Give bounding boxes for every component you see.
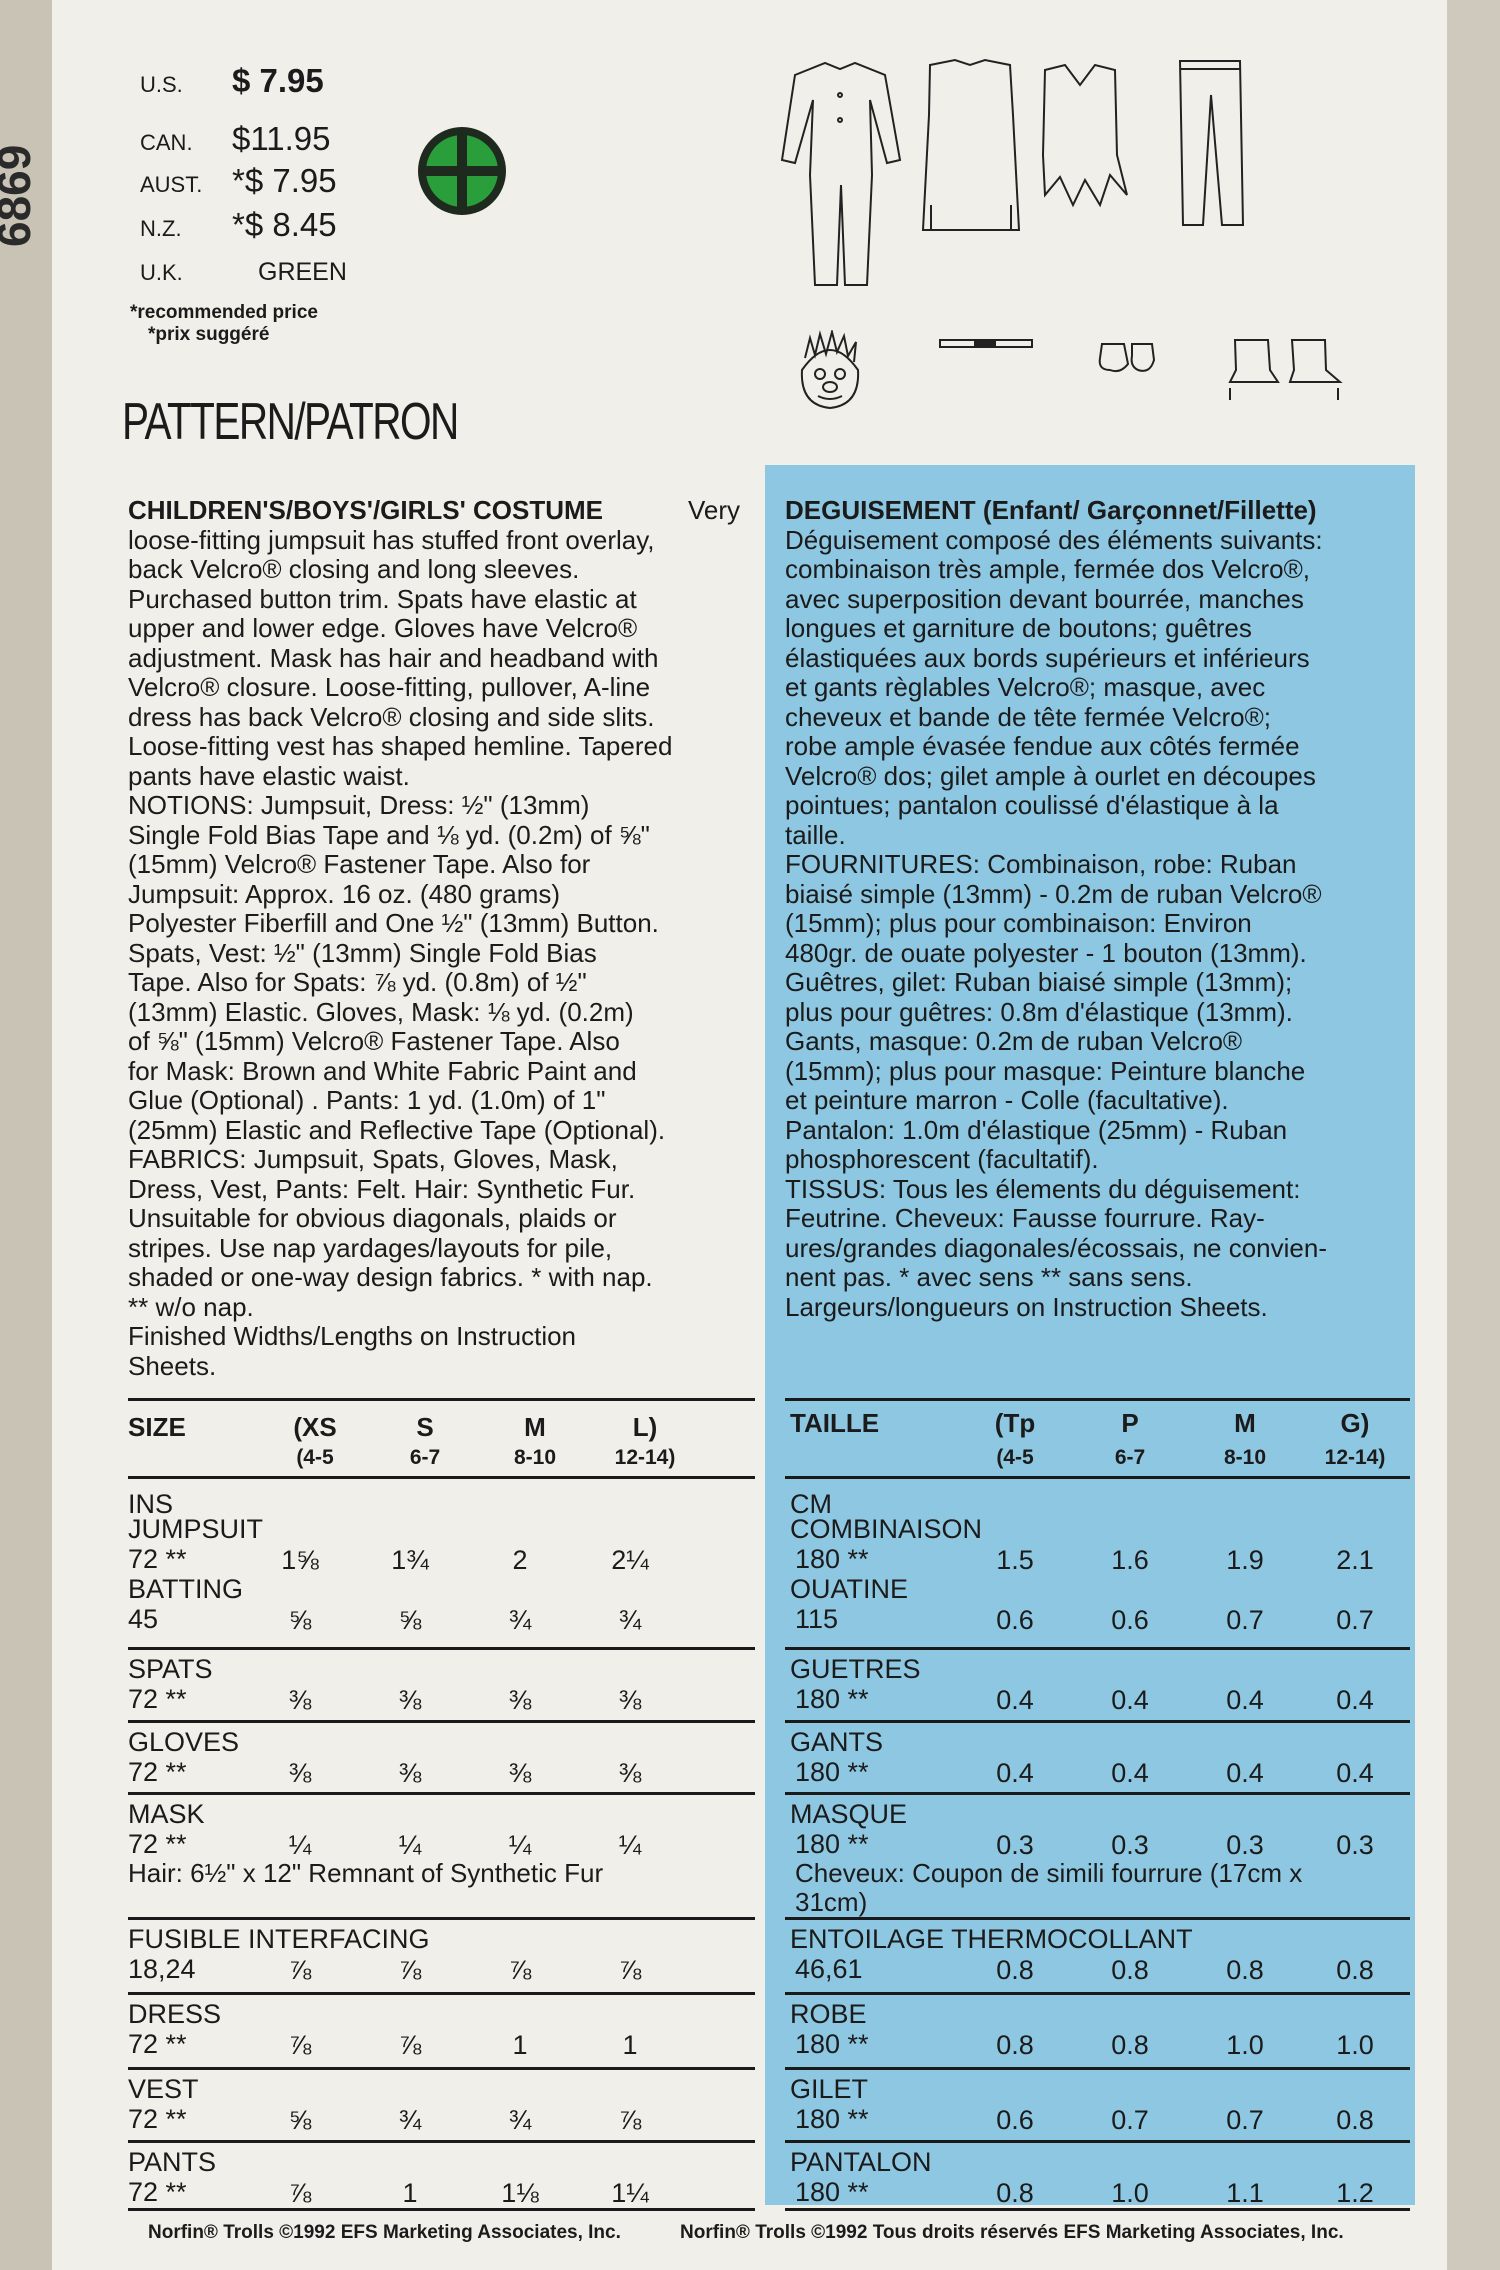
table-cell: ⅜ (618, 1685, 642, 1715)
size-column-header: S (416, 1412, 434, 1442)
table-cell: ⅞ (288, 2178, 312, 2208)
table-cell: ⅞ (618, 2105, 642, 2135)
table-cell: 0.8 (996, 2178, 1034, 2208)
table-cell: 0.4 (1336, 1685, 1374, 1715)
table-row-rule (785, 1992, 1410, 1995)
age-column-header: (4-5 (996, 1446, 1034, 1469)
english-text-line: NOTIONS: Jumpsuit, Dress: ½" (13mm) (128, 790, 590, 820)
green-circle-icon (418, 127, 506, 215)
taille-column-header: (Tp (994, 1408, 1036, 1438)
table-row-label: COMBINAISON (790, 1514, 983, 1544)
table-row-width: 72 ** (128, 2029, 187, 2059)
french-text-line: TISSUS: Tous les élements du déguisement: (785, 1173, 1301, 1204)
table-row-width: 180 ** (795, 2104, 869, 2134)
table-row-label: DRESS (128, 1999, 222, 2029)
price-us: U.S. $ 7.95 (140, 62, 324, 99)
footer-copyright-en: Norfin® Trolls ©1992 EFS Marketing Associates, Inc. (148, 2222, 621, 2243)
english-text-line: (13mm) Elastic. Gloves, Mask: ⅛ yd. (0.2m) (128, 996, 634, 1027)
french-text-line: Velcro® dos; gilet ample à ourlet en découpes (785, 760, 1316, 791)
table-cell: 1.1 (1226, 2178, 1264, 2208)
french-text-line: robe ample évasée fendue aux côtés fermée (785, 731, 1300, 761)
table-row-rule (128, 1917, 755, 1920)
table-row-label: GILET (790, 2074, 869, 2104)
table-cell: ¾ (508, 2105, 532, 2135)
table-cell: 0.7 (1336, 1605, 1374, 1635)
suggested-price-note: *prix suggéré (148, 324, 270, 345)
english-text-line: Spats, Vest: ½" (13mm) Single Fold Bias (128, 937, 597, 968)
garment-line-drawings (755, 55, 1355, 295)
french-text-line: Guêtres, gilet: Ruban biaisé simple (13mm); (785, 967, 1293, 997)
english-description (128, 496, 740, 1381)
table-row-width: 115 (795, 1604, 839, 1634)
table-header-rule (785, 1476, 1410, 1479)
english-text-line: ** w/o nap. (128, 1291, 254, 1322)
table-cell: ⅞ (398, 2030, 422, 2060)
table-cell: ⅜ (508, 1685, 532, 1715)
table-cell: 0.7 (1226, 1605, 1264, 1635)
size-column-header: M (524, 1412, 546, 1442)
table-cell: 2¼ (611, 1545, 649, 1575)
table-cell: 0.4 (1226, 1685, 1264, 1715)
unit-label-ins: INS (128, 1489, 174, 1519)
table-cell: 1.0 (1111, 2178, 1149, 2208)
table-row-width: 72 ** (128, 1829, 187, 1859)
french-text-line: Pantalon: 1.0m d'élastique (25mm) - Ruban (785, 1114, 1288, 1145)
table-row-label: BATTING (128, 1574, 244, 1604)
french-text-line: plus pour guêtres: 0.8m d'élastique (13mm). (785, 996, 1293, 1027)
table-cell: 0.8 (1111, 1955, 1149, 1985)
french-text-line: (15mm); plus pour masque: Peinture blanche (785, 1055, 1306, 1086)
table-cell: 0.4 (996, 1685, 1034, 1715)
table-row-label: ROBE (790, 1999, 867, 2029)
price-aust: AUST. *$ 7.95 (140, 162, 337, 199)
table-cell: ¼ (508, 1830, 532, 1860)
hair-note-fr-2: 31cm) (795, 1887, 868, 1917)
english-text-line: Tape. Also for Spats: ⅞ yd. (0.8m) of ½" (128, 967, 587, 997)
french-text-line: ures/grandes diagonales/écossais, ne convien- (785, 1232, 1328, 1263)
price-can: CAN. $11.95 (140, 120, 331, 157)
table-cell: 0.8 (996, 2030, 1034, 2060)
table-cell: 0.8 (1111, 2030, 1149, 2060)
table-row-label: GANTS (790, 1727, 884, 1757)
table-row-label: FUSIBLE INTERFACING (128, 1924, 430, 1954)
table-cell: 1¾ (391, 1545, 429, 1575)
age-column-header: (4-5 (296, 1446, 334, 1469)
table-cell: 0.8 (1336, 2105, 1374, 2135)
table-row-label: PANTS (128, 2147, 217, 2177)
french-text-line: 480gr. de ouate polyester - 1 bouton (13mm). (785, 937, 1307, 968)
size-label: SIZE (128, 1412, 186, 1442)
english-text-line: back Velcro® closing and long sleeves. (128, 554, 580, 584)
table-row-width: 180 ** (795, 1544, 869, 1574)
english-text-line: pants have elastic waist. (128, 760, 410, 791)
table-cell: ¼ (288, 1830, 312, 1860)
table-row-width: 46,61 (795, 1954, 863, 1984)
table-cell: ⅜ (618, 1758, 642, 1788)
english-text-line: Very (687, 495, 740, 525)
recommended-price-note: *recommended price (130, 302, 318, 323)
table-cell: ⅞ (288, 1955, 312, 1985)
envelope-spine (0, 0, 52, 2270)
table-row-label: GLOVES (128, 1727, 240, 1757)
english-text-line: of ⅝" (15mm) Velcro® Fastener Tape. Also (128, 1026, 620, 1056)
table-cell: 0.7 (1226, 2105, 1264, 2135)
table-cell: ¾ (508, 1605, 532, 1635)
table-cell: 1⅝ (281, 1545, 319, 1575)
english-heading: CHILDREN'S/BOYS'/GIRLS' COSTUME (128, 495, 604, 525)
table-bottom-rule (128, 2208, 755, 2211)
french-text-line: nent pas. * avec sens ** sans sens. (785, 1262, 1193, 1292)
table-row-width: 180 ** (795, 1684, 869, 1714)
table-row-label: JUMPSUIT (128, 1514, 263, 1544)
french-text-line: phosphorescent (facultatif). (785, 1144, 1099, 1174)
hair-note-en: Hair: 6½" x 12" Remnant of Synthetic Fur (128, 1858, 604, 1888)
french-text-line: longues et garniture de boutons; guêtres (785, 613, 1252, 643)
table-row-width: 72 ** (128, 1757, 187, 1787)
table-row-rule (128, 1647, 755, 1650)
english-text-line: adjustment. Mask has hair and headband with (128, 642, 659, 673)
table-cell: ¾ (618, 1605, 642, 1635)
taille-label: TAILLE (790, 1408, 880, 1438)
table-cell: ⅝ (288, 2105, 312, 2135)
table-cell: ¼ (398, 1830, 422, 1860)
table-row-rule (128, 1792, 755, 1795)
table-row-rule (785, 1720, 1410, 1723)
table-cell: ⅝ (398, 1605, 422, 1635)
table-cell: 1.5 (996, 1545, 1034, 1575)
table-cell: 1.6 (1111, 1545, 1149, 1575)
english-text-line: loose-fitting jumpsuit has stuffed front overlay, (128, 524, 655, 555)
english-text-line: (15mm) Velcro® Fastener Tape. Also for (128, 849, 591, 879)
table-row-width: 72 ** (128, 1544, 187, 1574)
french-text-line: pointues; pantalon coulissé d'élastique à la (785, 790, 1279, 820)
footer-copyright-fr: Norfin® Trolls ©1992 Tous droits réservés EFS Marketing Associates, Inc. (680, 2222, 1344, 2243)
table-cell: 0.4 (1111, 1758, 1149, 1788)
table-row-rule (785, 2067, 1410, 2070)
english-text-line: Velcro® closure. Loose-fitting, pullover, A-line (128, 672, 651, 702)
english-text-line: Jumpsuit: Approx. 16 oz. (480 grams) (128, 878, 561, 909)
table-row-rule (128, 2140, 755, 2143)
english-text-line: shaded or one-way design fabrics. * with nap. (128, 1262, 653, 1292)
english-text-line: Purchased button trim. Spats have elastic at (128, 583, 637, 614)
table-row-rule (785, 1792, 1410, 1795)
table-row-width: 180 ** (795, 1829, 869, 1859)
table-header-rule (128, 1476, 755, 1479)
table-cell: ¾ (398, 2105, 422, 2135)
french-heading: DEGUISEMENT (Enfant/ Garçonnet/Fillette) (785, 495, 1317, 525)
table-cell: 2.1 (1336, 1545, 1374, 1575)
vest-drawing (1043, 65, 1127, 205)
table-row-rule (785, 1917, 1410, 1920)
table-cell: 1.0 (1226, 2030, 1264, 2060)
french-text-line: et peinture marron - Colle (facultative). (785, 1085, 1229, 1115)
french-text-line: Largeurs/longueurs on Instruction Sheets. (785, 1291, 1268, 1322)
table-cell: 1 (622, 2030, 638, 2060)
english-text-line: Finished Widths/Lengths on Instruction (128, 1321, 577, 1351)
english-text-line: FABRICS: Jumpsuit, Spats, Gloves, Mask, (128, 1144, 618, 1174)
english-text-line: Single Fold Bias Tape and ⅛ yd. (0.2m) of ⅝" (128, 819, 650, 850)
table-cell: 0.4 (996, 1758, 1034, 1788)
table-row-rule (128, 1720, 755, 1723)
french-text-line: combinaison très ample, fermée dos Velcro®, (785, 554, 1310, 584)
table-cell: 2 (512, 1545, 528, 1575)
table-row-label: MASQUE (790, 1799, 908, 1829)
table-row-width: 45 (128, 1604, 159, 1634)
french-text-line: et gants règlables Velcro®; masque, avec (785, 672, 1266, 702)
french-text-line: FOURNITURES: Combinaison, robe: Ruban (785, 849, 1297, 879)
table-row-label: SPATS (128, 1654, 213, 1684)
taille-column-header: M (1234, 1408, 1256, 1438)
table-cell: ⅞ (398, 1955, 422, 1985)
table-cell: ⅜ (288, 1758, 312, 1788)
table-row-width: 180 ** (795, 2029, 869, 2059)
table-row-width: 18,24 (128, 1954, 196, 1984)
table-cell: 1.9 (1226, 1545, 1264, 1575)
table-row-label: PANTALON (790, 2147, 932, 2177)
table-top-rule (785, 1398, 1410, 1401)
accessory-line-drawings (790, 330, 1370, 420)
french-text-line: cheveux et bande de tête fermée Velcro®; (785, 701, 1272, 732)
table-cell: ⅜ (398, 1758, 422, 1788)
table-cell: 0.8 (996, 1955, 1034, 1985)
table-cell: ¼ (618, 1830, 642, 1860)
age-column-header: 6-7 (1114, 1446, 1146, 1469)
french-text-line: Gants, masque: 0.2m de ruban Velcro® (785, 1026, 1243, 1056)
table-row-width: 72 ** (128, 2104, 187, 2134)
table-cell: 0.3 (1336, 1830, 1374, 1860)
page-title: PATTERN/PATRON (122, 393, 458, 451)
table-cell: 0.8 (1336, 1955, 1374, 1985)
table-cell: ⅞ (618, 1955, 642, 1985)
french-text-line: avec superposition devant bourrée, manches (785, 583, 1304, 614)
table-cell: 0.4 (1111, 1685, 1149, 1715)
english-text-line: Unsuitable for obvious diagonals, plaids or (128, 1203, 617, 1233)
table-cell: 0.4 (1336, 1758, 1374, 1788)
english-text-line: Loose-fitting vest has shaped hemline. Tapered (128, 731, 673, 761)
price-nz: N.Z. *$ 8.45 (140, 206, 337, 243)
unit-label-cm: CM (790, 1489, 832, 1519)
table-row-label: MASK (128, 1799, 205, 1829)
table-row-rule (128, 1992, 755, 1995)
size-column-header: (XS (293, 1412, 337, 1442)
table-row-label: VEST (128, 2074, 199, 2104)
table-cell: ⅞ (508, 1955, 532, 1985)
english-text-line: (25mm) Elastic and Reflective Tape (Optional). (128, 1114, 666, 1145)
table-cell: ⅝ (288, 1605, 312, 1635)
table-cell: 1.2 (1336, 2178, 1374, 2208)
french-description (785, 496, 1397, 1322)
table-top-rule (128, 1398, 755, 1401)
age-column-header: 12-14) (614, 1446, 676, 1469)
french-text-line: Déguisement composé des éléments suivants: (785, 524, 1323, 555)
french-text-line: biaisé simple (13mm) - 0.2m de ruban Velcro® (785, 878, 1322, 909)
table-cell: 1.0 (1336, 2030, 1374, 2060)
table-cell: 1¼ (611, 2178, 649, 2208)
table-cell: 0.4 (1226, 1758, 1264, 1788)
table-cell: 0.6 (996, 1605, 1034, 1635)
price-uk: U.K. GREEN (140, 258, 347, 286)
french-text-line: (15mm); plus pour combinaison: Environ (785, 908, 1252, 938)
table-row-width: 72 ** (128, 1684, 187, 1714)
table-cell: 0.3 (996, 1830, 1034, 1860)
gloves-drawing (1100, 344, 1154, 371)
table-cell: ⅜ (508, 1758, 532, 1788)
table-row-label: ENTOILAGE THERMOCOLLANT (790, 1924, 1193, 1954)
troll-mask-drawing (802, 332, 858, 408)
french-text-line: Feutrine. Cheveux: Fausse fourrure. Ray- (785, 1203, 1265, 1233)
table-cell: 0.6 (1111, 1605, 1149, 1635)
french-text-line: taille. (785, 819, 846, 850)
table-cell: 0.3 (1226, 1830, 1264, 1860)
age-column-header: 8-10 (513, 1446, 557, 1469)
french-text-line: élastiquées aux bords supérieurs et inférieurs (785, 642, 1310, 673)
table-row-rule (128, 2067, 755, 2070)
hair-note-fr-1: Cheveux: Coupon de simili fourrure (17cm x (795, 1858, 1303, 1888)
table-cell: ⅜ (398, 1685, 422, 1715)
taille-column-header: P (1121, 1408, 1139, 1438)
pants-drawing (1180, 61, 1243, 225)
table-cell: 0.8 (1226, 1955, 1264, 1985)
age-column-header: 6-7 (409, 1446, 441, 1469)
table-cell: ⅞ (288, 2030, 312, 2060)
table-cell: 0.6 (996, 2105, 1034, 2135)
table-cell: 1 (512, 2030, 528, 2060)
table-row-rule (785, 2140, 1410, 2143)
table-row-width: 180 ** (795, 2177, 869, 2207)
english-text-line: for Mask: Brown and White Fabric Paint and (128, 1055, 637, 1086)
table-row-rule (785, 1647, 1410, 1650)
age-column-header: 8-10 (1223, 1446, 1267, 1469)
table-cell: 1 (402, 2178, 418, 2208)
english-text-line: upper and lower edge. Gloves have Velcro® (128, 613, 638, 643)
english-text-line: Dress, Vest, Pants: Felt. Hair: Synthetic Fur. (128, 1173, 636, 1204)
taille-column-header: G) (1340, 1408, 1370, 1438)
english-text-line: Glue (Optional) . Pants: 1 yd. (1.0m) of 1" (128, 1085, 606, 1115)
table-cell: 0.3 (1111, 1830, 1149, 1860)
english-text-line: stripes. Use nap yardages/layouts for pile, (128, 1232, 613, 1263)
size-column-header: L) (632, 1412, 658, 1442)
english-text-line: Polyester Fiberfill and One ½" (13mm) Button. (128, 908, 659, 938)
pattern-number (0, 207, 41, 247)
table-row-width: 72 ** (128, 2177, 187, 2207)
age-column-header: 12-14) (1324, 1446, 1386, 1469)
spats-drawing (1230, 340, 1340, 382)
table-bottom-rule (785, 2208, 1410, 2211)
table-row-width: 180 ** (795, 1757, 869, 1787)
english-text-line: dress has back Velcro® closing and side slits. (128, 701, 655, 732)
table-cell: ⅜ (288, 1685, 312, 1715)
dress-drawing (923, 60, 1019, 230)
table-cell: 1⅛ (501, 2178, 539, 2208)
english-text-line: Sheets. (128, 1350, 217, 1381)
table-row-label: OUATINE (790, 1574, 909, 1604)
table-row-label: GUETRES (790, 1654, 921, 1684)
table-cell: 0.7 (1111, 2105, 1149, 2135)
